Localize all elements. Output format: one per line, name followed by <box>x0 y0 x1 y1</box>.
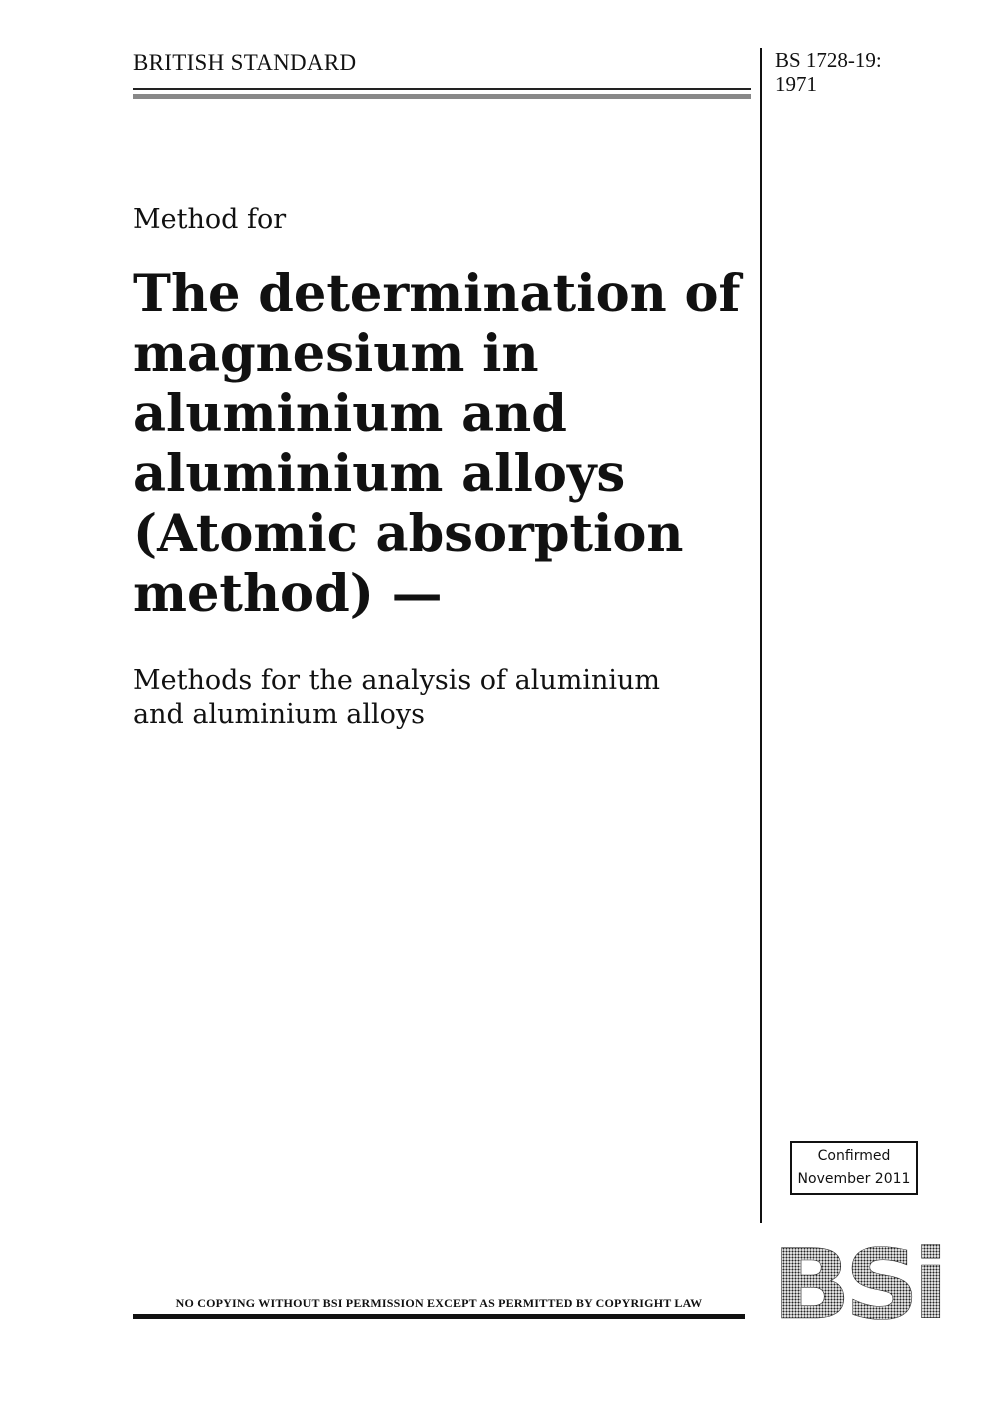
title-line: The determination of <box>133 264 741 324</box>
bsi-logo <box>770 1244 945 1324</box>
subtitle-line: and aluminium alloys <box>133 699 426 730</box>
copyright-notice: NO COPYING WITHOUT BSI PERMISSION EXCEPT AS PERMITTED BY COPYRIGHT LAW <box>175 1296 703 1310</box>
title-line: magnesium in <box>133 324 539 384</box>
vertical-divider <box>760 48 762 1223</box>
header-rule-thin <box>133 88 751 90</box>
title-line: method) — <box>133 564 443 624</box>
document-subtitle <box>133 664 753 732</box>
footer-rule <box>133 1314 745 1319</box>
confirmed-date: November 2011 <box>797 1171 911 1187</box>
subtitle-line: Methods for the analysis of aluminium <box>133 665 660 696</box>
confirmed-label: Confirmed <box>817 1148 891 1164</box>
standard-number-line2: 1971 <box>775 72 817 96</box>
standard-number-line1: BS 1728-19: <box>775 48 882 72</box>
title-line: aluminium alloys <box>133 444 626 504</box>
bsi-logo-text: BSi <box>772 1244 942 1324</box>
header-label: BRITISH STANDARD <box>133 50 357 75</box>
title-line: aluminium and <box>133 384 567 444</box>
confirmed-stamp <box>790 1141 918 1195</box>
title-line: (Atomic absorption <box>133 504 684 564</box>
header-rule-thick <box>133 94 751 99</box>
document-title <box>133 264 743 624</box>
method-for-label: Method for <box>133 204 287 235</box>
standard-number <box>775 48 882 96</box>
